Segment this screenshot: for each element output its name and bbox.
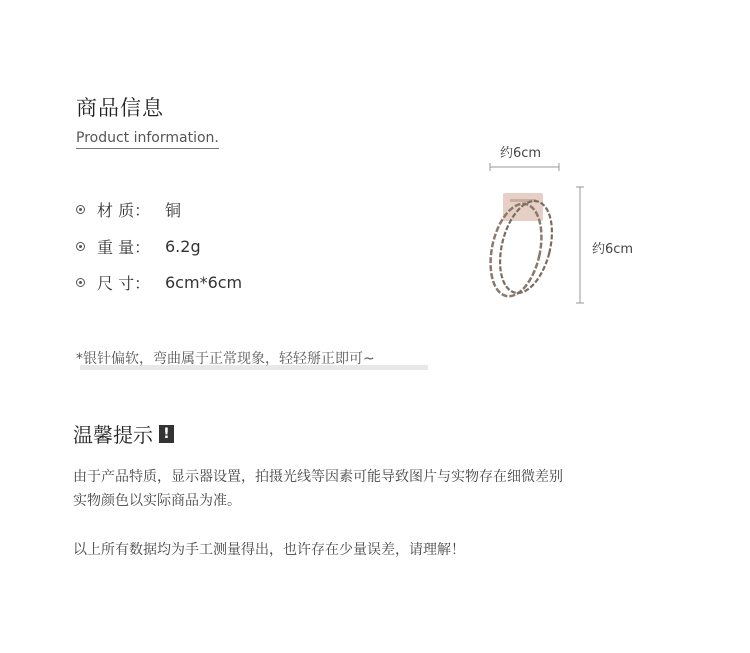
width-dimension-label: 约6cm [500, 146, 542, 161]
section-subtitle: Product information. [76, 130, 219, 149]
bullet-icon [76, 205, 85, 214]
tips-paragraph-line-1: 由于产品特质，显示器设置，拍摄光线等因素可能导致图片与实物存在细微差别 [73, 469, 563, 485]
bullet-icon [76, 278, 85, 287]
tips-title: 温馨提示 [73, 423, 153, 447]
tips-paragraph-line-2: 实物颜色以实际商品为准。 [73, 493, 241, 509]
spec-row-weight [76, 235, 201, 258]
spec-row-size [76, 271, 242, 294]
section-title: 商品信息 [76, 96, 164, 120]
spec-value: 铜 [165, 201, 182, 220]
tips-paragraph-2: 以上所有数据均为手工测量得出，也许存在少量误差，请理解！ [73, 542, 465, 558]
bullet-icon [76, 242, 85, 251]
height-dimension-label: 约6cm [592, 242, 634, 257]
care-note: *银针偏软，弯曲属于正常现象，轻轻掰正即可~ [76, 351, 375, 367]
spec-label: 尺 寸： [97, 274, 151, 293]
width-dimension-line [490, 163, 559, 171]
spec-value: 6cm*6cm [165, 273, 243, 292]
spec-label: 重 量： [97, 238, 151, 257]
tips-heading [73, 419, 174, 448]
earring-product-image [470, 155, 600, 315]
spec-value: 6.2g [165, 237, 201, 256]
spec-label: 材 质： [97, 201, 151, 220]
spec-row-material [76, 198, 181, 221]
exclamation-icon: ! [159, 425, 174, 443]
height-dimension-line [576, 187, 584, 303]
